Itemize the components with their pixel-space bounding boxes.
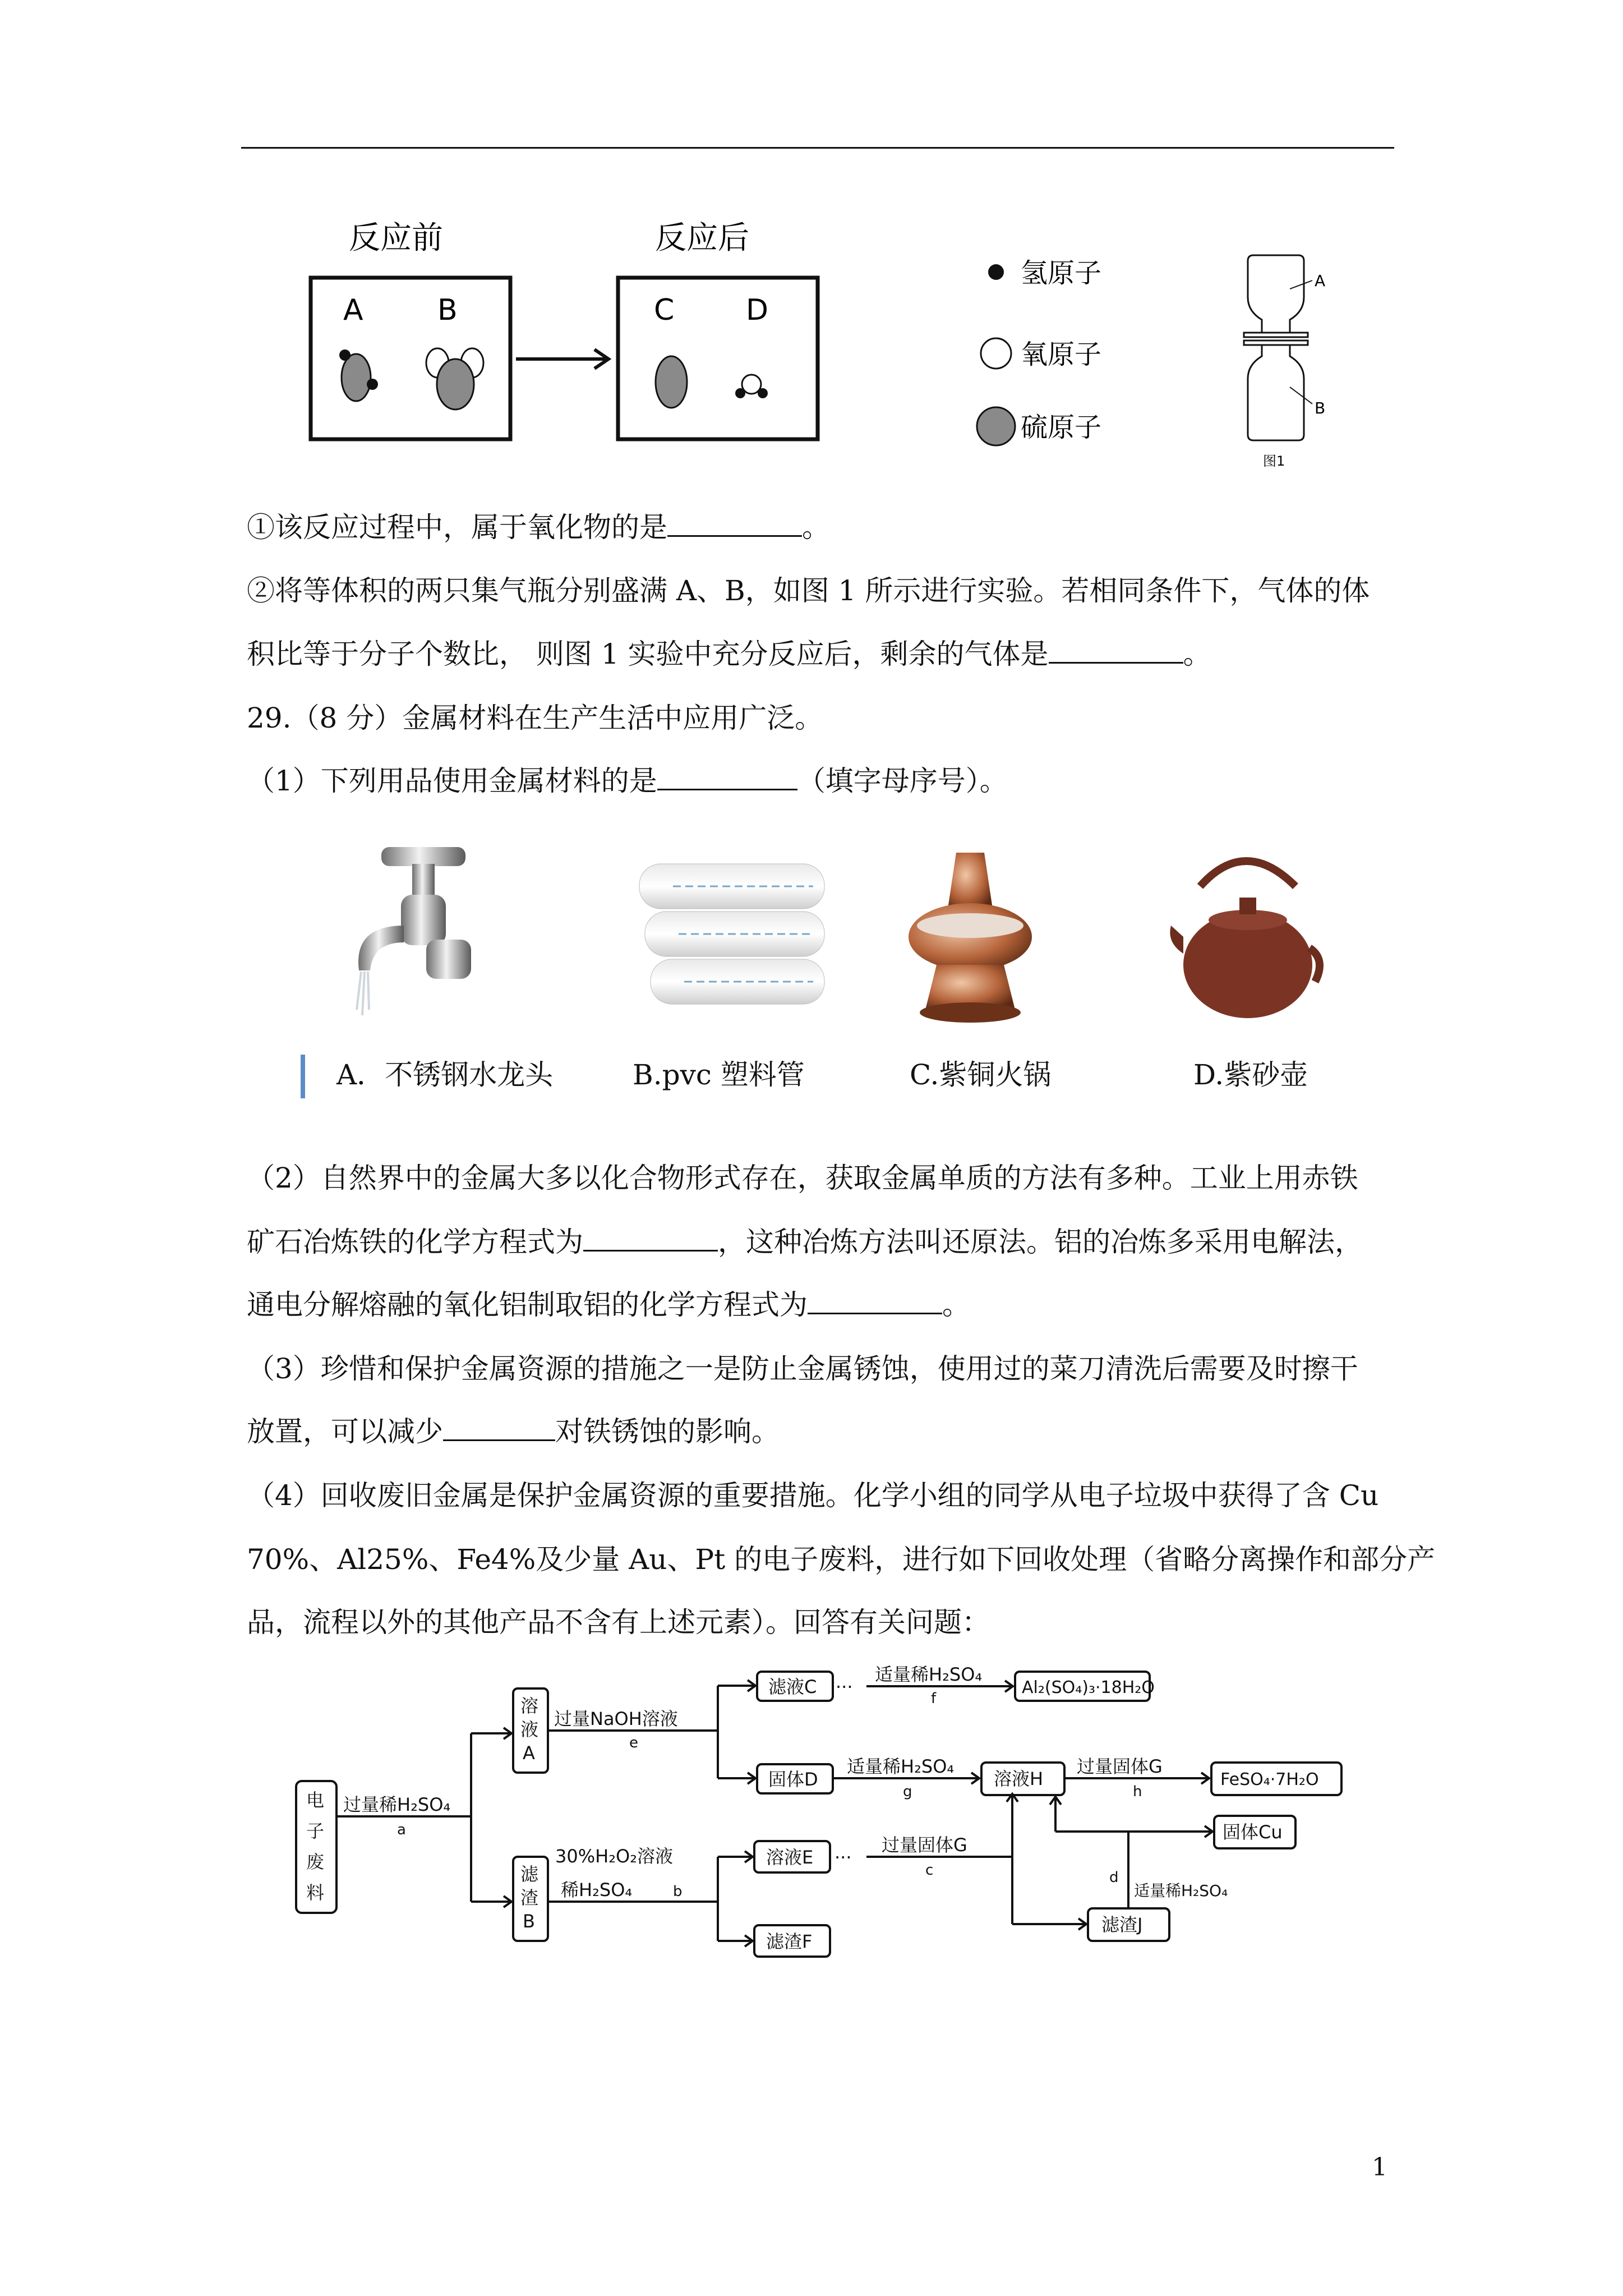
svg-text:···: ··· [834, 1847, 852, 1868]
svg-text:c: c [925, 1862, 934, 1879]
svg-text:子: 子 [306, 1820, 325, 1842]
svg-text:···: ··· [836, 1676, 853, 1697]
after-box [618, 278, 818, 439]
step-e-label: 过量NaOH溶液 [554, 1708, 678, 1729]
svg-text:A: A [523, 1742, 535, 1764]
q29-p2-l1: （2）自然界中的金属大多以化合物形式存在，获取金属单质的方法有多种。工业上用赤铁 [247, 1162, 1358, 1194]
fig1-caption: 图1 [1263, 453, 1285, 469]
svg-text:b: b [673, 1883, 683, 1900]
label-a: A [343, 293, 363, 327]
option-c: C.紫铜火锅 [910, 1059, 1052, 1091]
clay-teapot-image [1166, 841, 1324, 1032]
after-title: 反应后 [655, 220, 749, 256]
legend-o: 氧原子 [1021, 339, 1102, 370]
fig1-label-b: B [1315, 399, 1326, 417]
bottle-b [1248, 345, 1304, 440]
option-d: D.紫砂壶 [1193, 1059, 1308, 1091]
svg-text:Al₂(SO₄)₃·18H₂O: Al₂(SO₄)₃·18H₂O [1022, 1678, 1155, 1697]
molecule-a-h-atom [367, 379, 378, 390]
svg-text:废: 废 [306, 1851, 325, 1872]
label-c: C [654, 293, 675, 327]
q29-p4-l3: 品，流程以外的其他产品不含有上述元素）。回答有关问题： [247, 1606, 990, 1639]
q29-p1: （1）下列用品使用金属材料的是 （填字母序号）。 [247, 765, 1008, 797]
step-h-label: 过量固体G [1077, 1756, 1163, 1777]
option-marker [301, 1055, 305, 1098]
svg-text:溶液E: 溶液E [766, 1847, 814, 1868]
option-b: B.pvc 塑料管 [633, 1059, 805, 1091]
svg-text:固体Cu: 固体Cu [1223, 1821, 1283, 1843]
legend-s-icon [977, 407, 1015, 445]
svg-text:液: 液 [520, 1719, 539, 1740]
q29-title: 29.（8 分）金属材料在生产生活中应用广泛。 [247, 702, 823, 734]
q28-line1: ①该反应过程中，属于氧化物的是 。 [247, 511, 830, 544]
svg-text:h: h [1133, 1783, 1142, 1800]
molecule-d-h-atom [758, 388, 768, 398]
svg-text:渣: 渣 [520, 1887, 539, 1908]
svg-text:FeSO₄·7H₂O: FeSO₄·7H₂O [1220, 1770, 1319, 1789]
legend-h-icon [988, 264, 1004, 280]
molecule-d-o-atom [742, 375, 761, 394]
q29-p2-l2: 矿石冶炼铁的化学方程式为 ，这种冶炼方法叫还原法。铝的冶炼多采用电解法， [247, 1226, 1363, 1258]
svg-text:g: g [903, 1783, 912, 1800]
step-c-label: 过量固体G [882, 1834, 967, 1856]
svg-text:料: 料 [306, 1882, 325, 1903]
q28-line3: 积比等于分子个数比， 则图 1 实验中充分反应后，剩余的气体是 。 [247, 638, 1211, 670]
molecule-d-h-atom [735, 388, 745, 398]
svg-text:滤: 滤 [520, 1864, 539, 1885]
step-f-label: 适量稀H₂SO₄ [875, 1664, 983, 1685]
recycling-flowchart [280, 1666, 1363, 1980]
molecule-b-s-atom [437, 359, 474, 409]
option-a: A．不锈钢水龙头 [336, 1059, 554, 1091]
step-b-label-1: 30%H₂O₂溶液 [555, 1846, 674, 1867]
svg-text:a: a [397, 1821, 406, 1838]
q29-p2-l3: 通电分解熔融的氧化铝制取铝的化学方程式为 。 [247, 1289, 970, 1321]
svg-text:e: e [629, 1734, 638, 1751]
bottle-a [1248, 255, 1304, 333]
step-g-label: 适量稀H₂SO₄ [847, 1756, 955, 1777]
q29-p3-l2: 放置，可以减少 对铁锈蚀的影响。 [247, 1415, 780, 1448]
step-d-label: 适量稀H₂SO₄ [1134, 1881, 1228, 1900]
q29-p4-l2: 70%、Al25%、Fe4%及少量 Au、Pt 的电子废料，进行如下回收处理（省略分离操作和部分产 [247, 1543, 1436, 1576]
fig1-label-a: A [1315, 272, 1326, 290]
molecule-a-h-atom [339, 349, 351, 361]
page-number: 1 [1372, 2153, 1387, 2182]
svg-text:滤渣F: 滤渣F [766, 1931, 813, 1952]
q28-line2: ②将等体积的两只集气瓶分别盛满 A、B，如图 1 所示进行实验。若相同条件下，气体的体 [247, 574, 1370, 607]
q29-p4-l1: （4）回收废旧金属是保护金属资源的重要措施。化学小组的同学从电子垃圾中获得了含 Cu [247, 1479, 1379, 1512]
step-a-label: 过量稀H₂SO₄ [343, 1794, 451, 1815]
faucet-image [336, 841, 505, 1038]
copper-hotpot-image [903, 847, 1038, 1032]
label-d: D [746, 293, 769, 327]
reaction-diagram [303, 216, 1102, 452]
header-rule [241, 147, 1394, 149]
svg-text:溶液H: 溶液H [994, 1768, 1044, 1789]
svg-text:滤液C: 滤液C [768, 1676, 817, 1697]
svg-text:固体D: 固体D [768, 1769, 818, 1790]
legend-h: 氢原子 [1021, 257, 1102, 289]
molecule-c-s-atom [656, 356, 687, 408]
legend-s: 硫原子 [1021, 412, 1102, 443]
step-b-label-2: 稀H₂SO₄ [561, 1879, 633, 1901]
label-b: B [437, 293, 458, 327]
before-title: 反应前 [349, 220, 443, 256]
pvc-pipe-image [634, 853, 824, 1027]
q29-p3-l1: （3）珍惜和保护金属资源的措施之一是防止金属锈蚀，使用过的菜刀清洗后需要及时擦干 [247, 1352, 1358, 1385]
svg-text:滤渣J: 滤渣J [1101, 1914, 1143, 1935]
legend-o-icon [981, 338, 1011, 369]
molecule-a-s-atom [342, 354, 371, 401]
figure1-bottles [1223, 250, 1363, 474]
svg-text:f: f [931, 1690, 937, 1707]
svg-text:电: 电 [306, 1789, 325, 1811]
svg-text:B: B [523, 1911, 535, 1932]
svg-text:溶: 溶 [520, 1695, 539, 1717]
svg-text:d: d [1109, 1869, 1119, 1886]
